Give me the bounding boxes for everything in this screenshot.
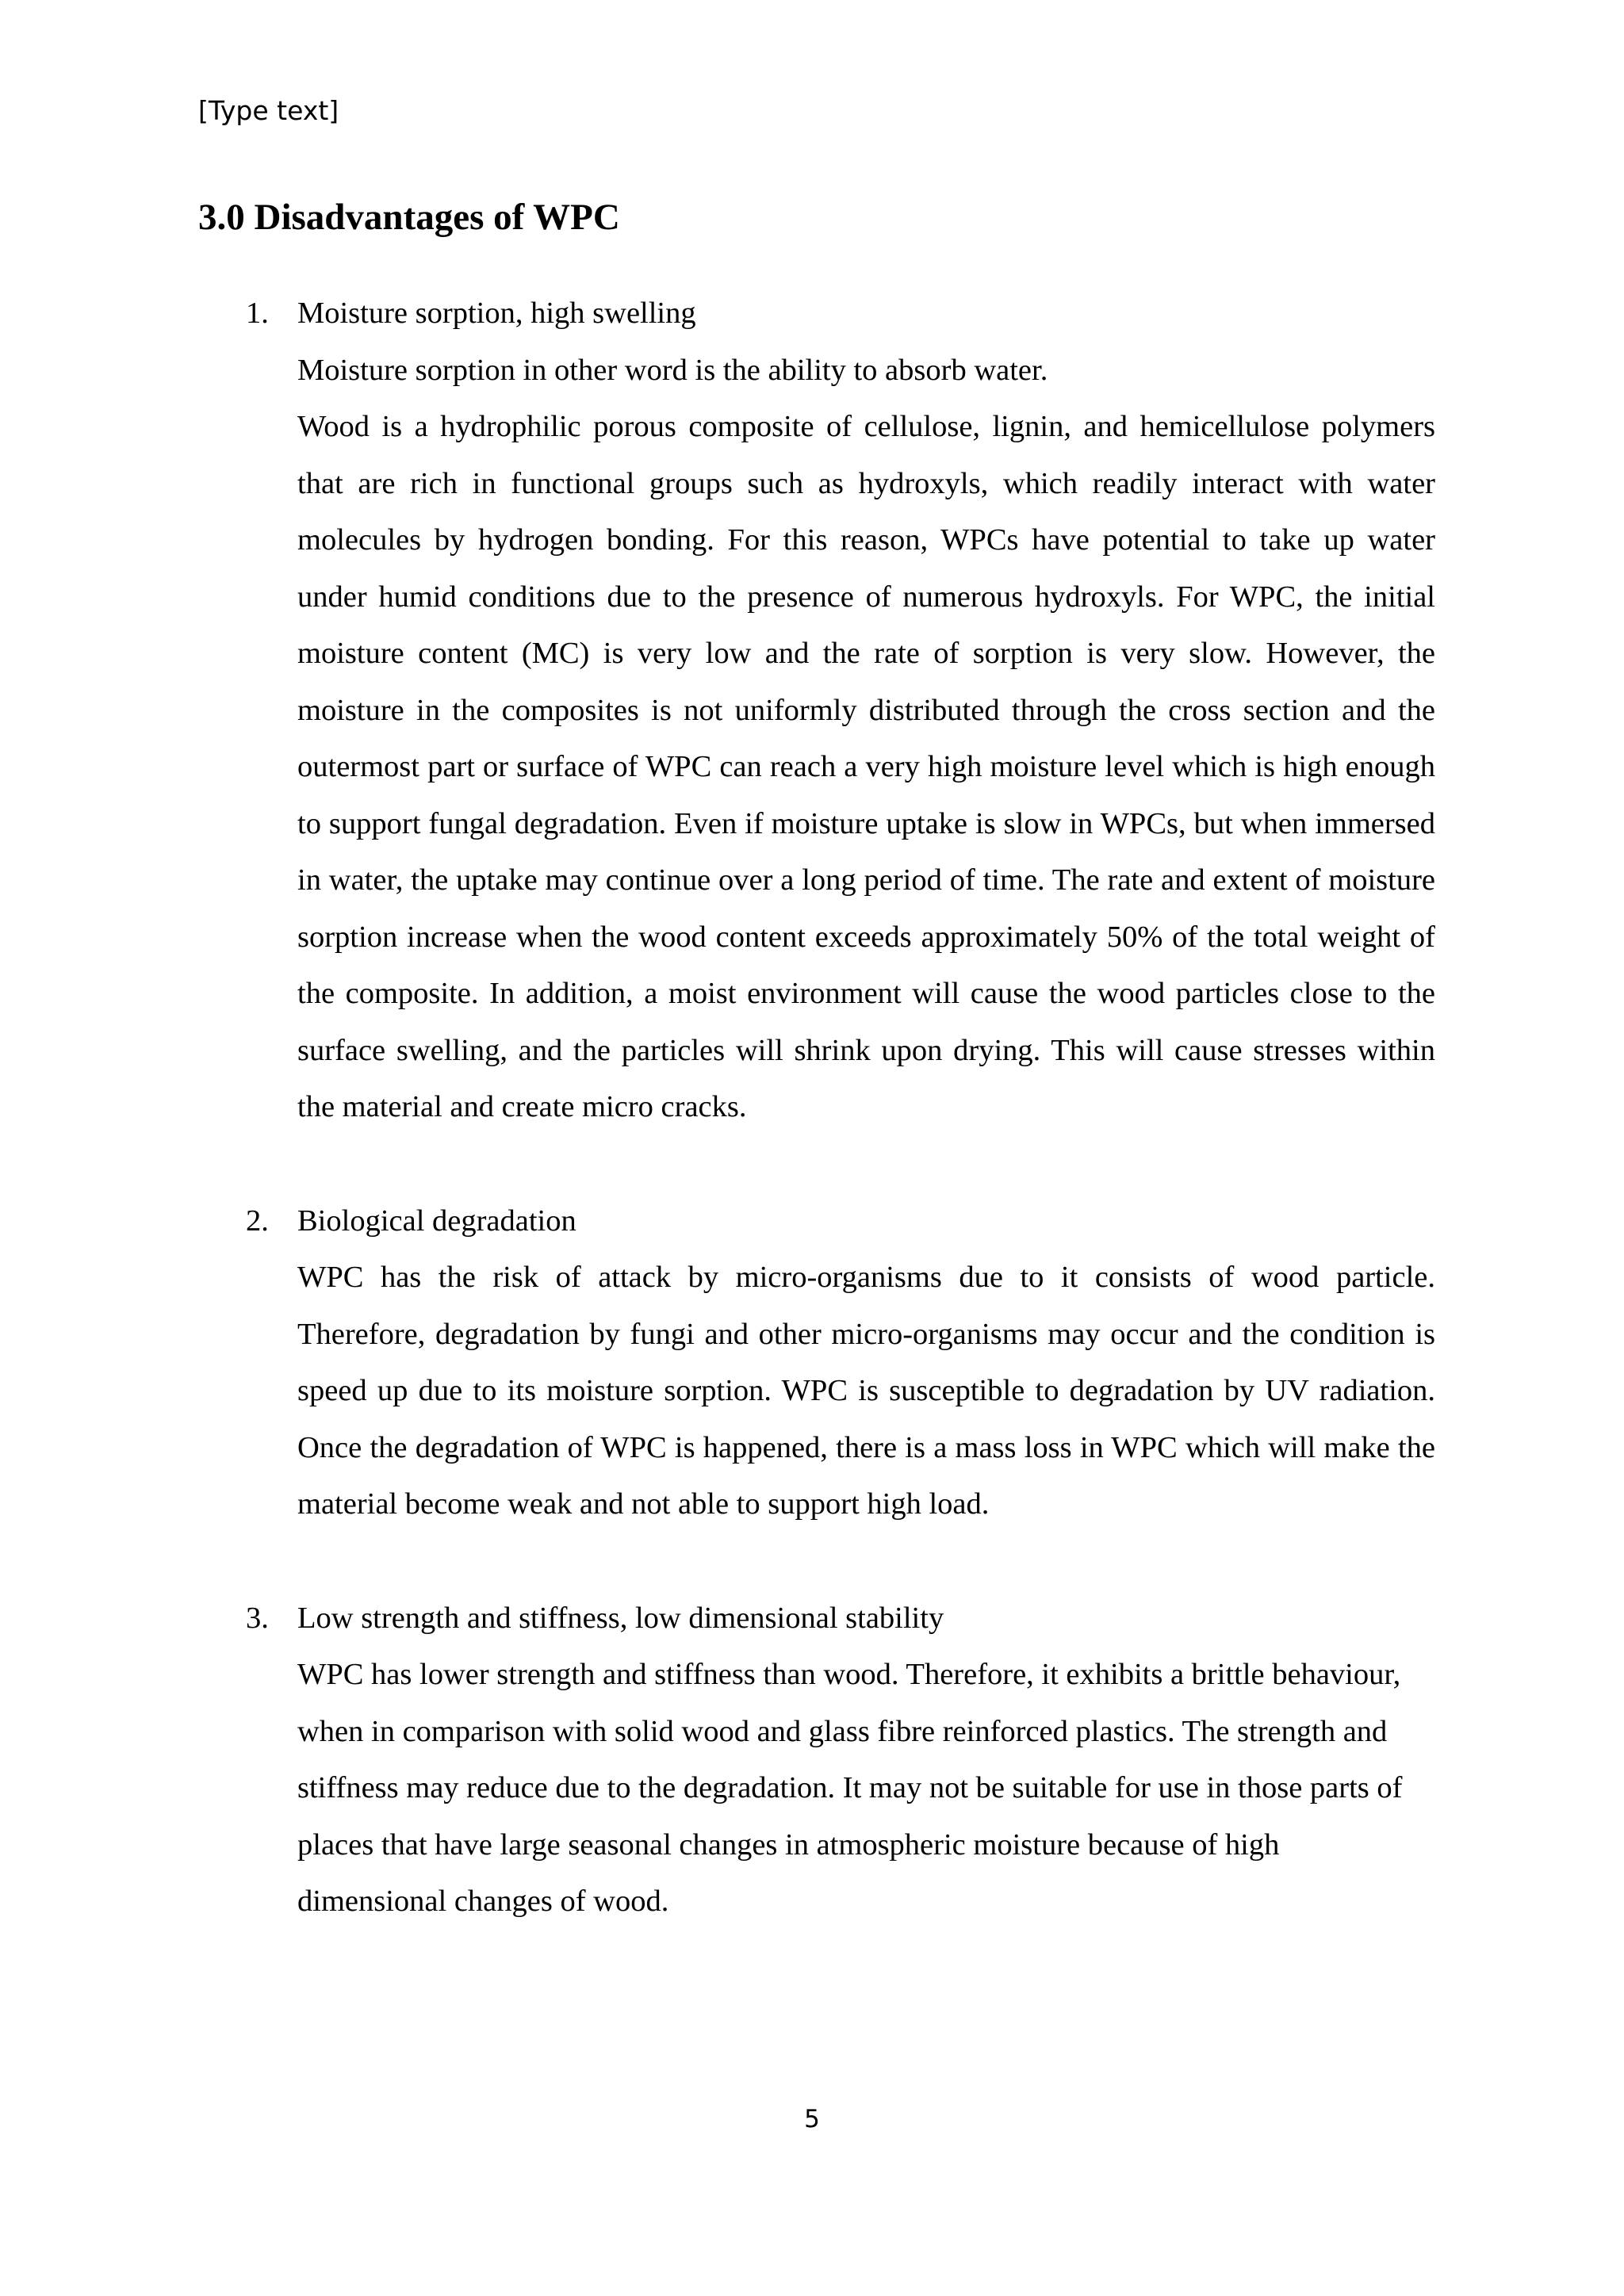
list-item-heading: Biological degradation [297,1203,576,1238]
list-item-heading: Low strength and stiffness, low dimensional stability [297,1601,944,1635]
section-title: 3.0 Disadvantages of WPC [198,197,620,238]
list-item-low-strength [198,1590,1435,1931]
list-item-number: 2. [246,1203,269,1238]
page-header-text: [Type text] [198,95,339,126]
list-item-biological-degradation [198,1193,1435,1533]
disadvantages-list [198,285,1435,1988]
list-item-body: WPC has the risk of attack by micro-organisms due to it consists of wood particle. Therefore, degradation by fungi and other micro-organisms may occur and the condition is speed up due to its moisture sorption. WPC is susceptible to degradation by UV radiation. Once the degradation of WPC is happened, there is a mass loss in WPC which will make the material become weak and not able to support high load. [297,1261,1435,1521]
list-item-heading: Moisture sorption, high swelling [297,297,696,330]
list-item-number: 3. [246,1601,269,1635]
list-item-body: WPC has lower strength and stiffness than wood. Therefore, it exhibits a brittle behaviour, when in comparison with solid wood and glass fibre reinforced plastics. The strength and stiffness may reduce due to the degradation. It may not be suitable for use in those parts of places that have large seasonal changes in atmospheric moisture because of high dimensional changes of wood. [297,1658,1403,1918]
page-number: 5 [804,2105,820,2133]
list-item-number: 1. [246,297,269,330]
list-item-intro: Moisture sorption in other word is the ability to absorb water. [297,353,1048,387]
list-item-moisture-sorption [198,285,1435,1136]
list-item-body: Wood is a hydrophilic porous composite of cellulose, lignin, and hemicellulose polymers that are rich in functional groups such as hydroxyls, which readily interact with water molecules by hydrogen bonding. For this reason, WPCs have potential to take up water under humid conditions due to the presence of numerous hydroxyls. For WPC, the initial moisture content (MC) is very low and the rate of sorption is very slow. However, the moisture in the composites is not uniformly distributed through the cross section and the outermost part or surface of WPC can reach a very high moisture level which is high enough to support fungal degradation. Even if moisture uptake is slow in WPCs, but when immersed in water, the uptake may continue over a long period of time. The rate and extent of moisture sorption increase when the wood content exceeds approximately 50% of the total weight of the composite. In addition, a moist environment will cause the wood particles close to the surface swelling, and the particles will shrink upon drying. This will cause stresses within the material and create micro cracks. [297,410,1435,1123]
